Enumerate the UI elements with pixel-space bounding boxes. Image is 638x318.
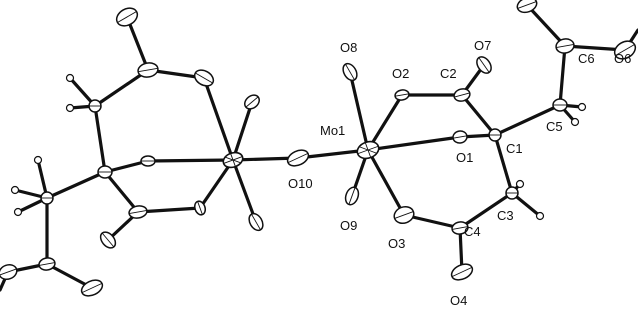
left-cq-atom bbox=[98, 166, 112, 178]
h-left-ce-a bbox=[35, 157, 42, 164]
label-o8: O8 bbox=[340, 40, 358, 55]
label-o3: O3 bbox=[388, 236, 406, 251]
h-c5-a bbox=[579, 104, 586, 111]
bond-mo2-oc bbox=[233, 160, 256, 222]
h-left-cc-b bbox=[67, 105, 74, 112]
o9-atom bbox=[343, 185, 360, 206]
c5-atom bbox=[553, 99, 567, 111]
label-c4: C4 bbox=[464, 224, 481, 239]
bonds bbox=[0, 5, 638, 290]
c3-atom bbox=[506, 187, 518, 199]
label-o4: O4 bbox=[450, 293, 468, 308]
label-o6: O6 bbox=[614, 51, 632, 66]
h-left-cc-a bbox=[67, 75, 74, 82]
bond-mo1-o8 bbox=[350, 72, 368, 150]
bond-mo1-o3 bbox=[368, 150, 404, 215]
bond-c5-c6 bbox=[560, 46, 565, 105]
label-c1: C1 bbox=[506, 141, 523, 156]
left-cd-atom bbox=[128, 205, 148, 220]
left-og-atom bbox=[79, 277, 105, 299]
label-c6: C6 bbox=[578, 51, 595, 66]
h-c3-b bbox=[537, 213, 544, 220]
bond-cq-ce bbox=[47, 172, 105, 198]
left-cc-atom bbox=[89, 100, 101, 112]
label-o7: O7 bbox=[474, 38, 492, 53]
bond-cq-cd bbox=[105, 172, 138, 212]
bond-cc-cq bbox=[95, 106, 105, 172]
bond-mo1-o1 bbox=[368, 137, 460, 150]
bond-c6-o-a bbox=[527, 5, 565, 46]
o2-atom bbox=[394, 89, 410, 101]
c1-atom bbox=[489, 129, 501, 141]
label-mo1: Mo1 bbox=[320, 123, 346, 138]
label-c5: C5 bbox=[546, 119, 563, 134]
bond-mo2-ob bbox=[233, 102, 252, 160]
h-left-ce-b bbox=[12, 187, 19, 194]
left-o-bridge-atom bbox=[141, 156, 155, 166]
h-c5-b bbox=[572, 119, 579, 126]
o8-atom bbox=[340, 61, 359, 83]
left-ce-atom bbox=[41, 192, 53, 204]
o4-atom bbox=[449, 261, 475, 283]
label-o2: O2 bbox=[392, 66, 410, 81]
left-oh-atom bbox=[0, 262, 19, 281]
left-oa-atom bbox=[192, 67, 216, 89]
bond-c2-c1 bbox=[462, 95, 495, 135]
left-oc-atom bbox=[246, 211, 265, 233]
label-o9: O9 bbox=[340, 218, 358, 233]
left-ot-atom bbox=[113, 5, 140, 30]
label-c3: C3 bbox=[497, 208, 514, 223]
left-cb-atom bbox=[137, 61, 159, 78]
label-o1: O1 bbox=[456, 150, 474, 165]
o10-atom bbox=[285, 147, 311, 169]
label-o10: O10 bbox=[288, 176, 313, 191]
left-ob-atom bbox=[242, 92, 262, 111]
mo2-atom bbox=[221, 150, 245, 170]
o1-atom bbox=[452, 130, 468, 144]
o3-atom bbox=[392, 204, 416, 226]
mo1-atom bbox=[355, 139, 381, 162]
h-left-ce-c bbox=[15, 209, 22, 216]
label-c2: C2 bbox=[440, 66, 457, 81]
bond-mo2-oe bbox=[148, 160, 233, 161]
h-c3-a bbox=[517, 181, 524, 188]
bond-mo2-oa bbox=[204, 78, 233, 160]
